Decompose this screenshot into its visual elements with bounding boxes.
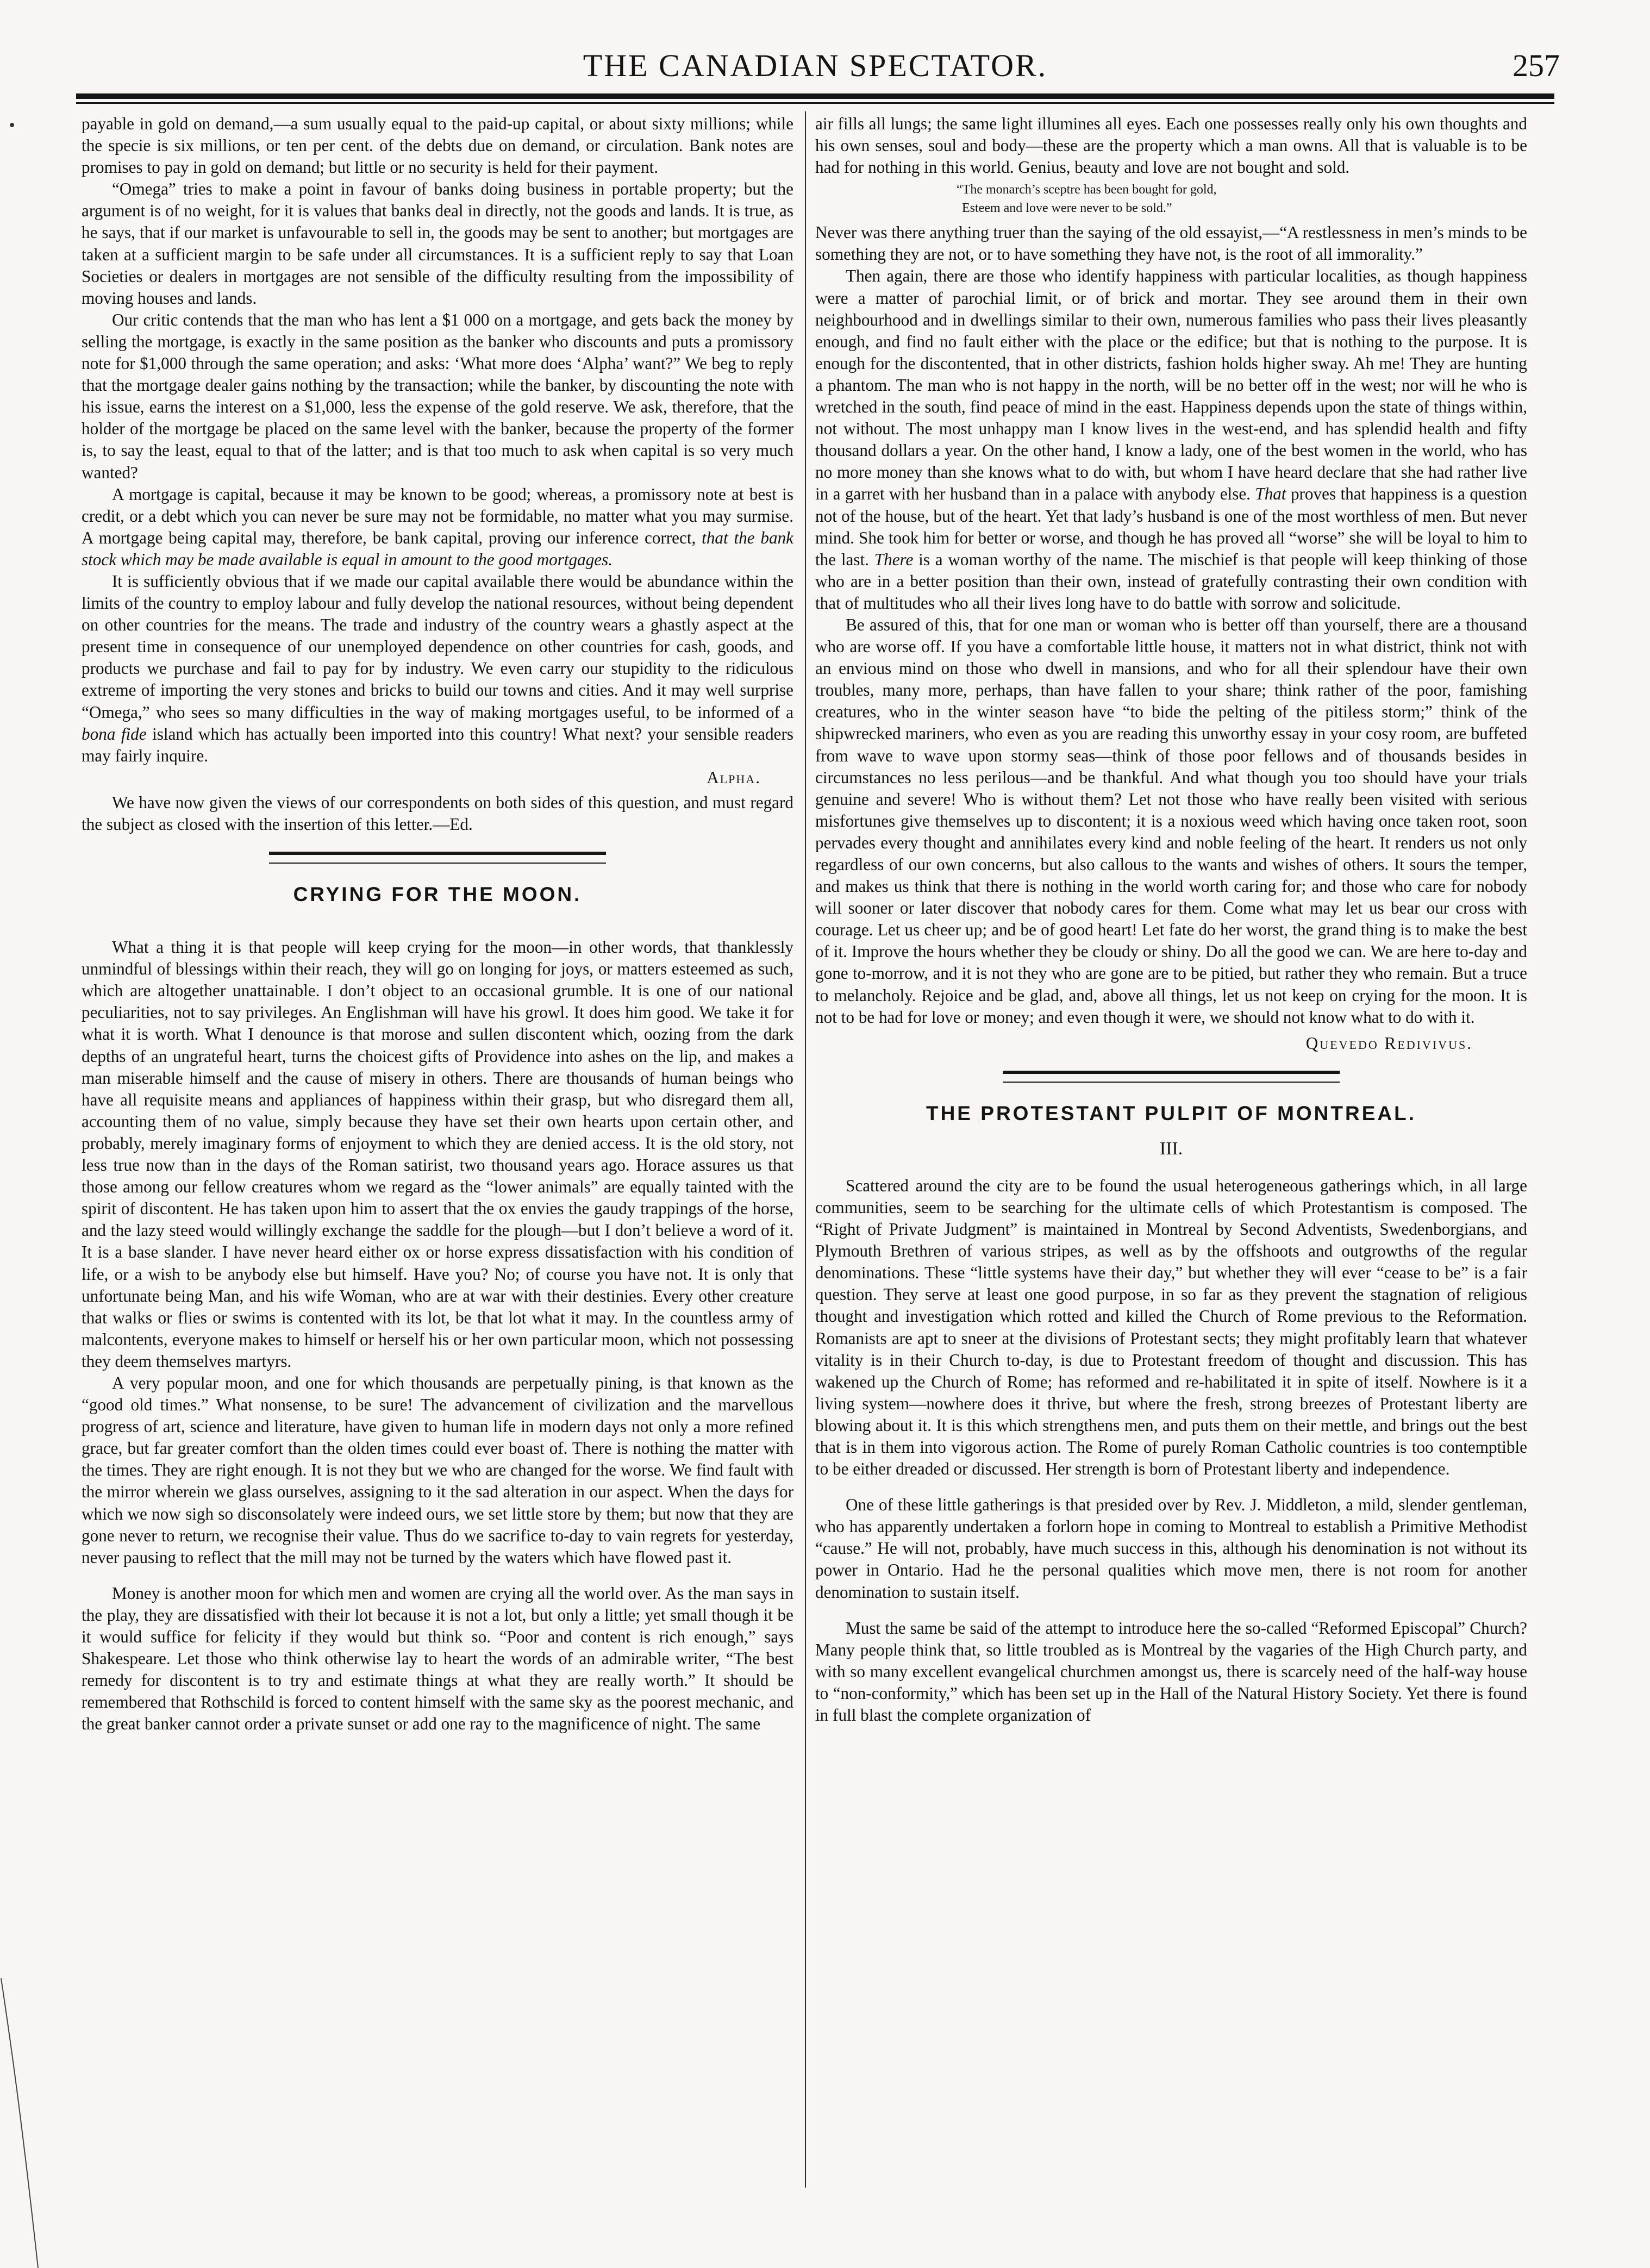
italic-text: bona fide: [82, 724, 147, 743]
publication-title: THE CANADIAN SPECTATOR.: [583, 48, 1048, 83]
italic-text: There: [874, 549, 914, 569]
text-run: is a woman worthy of the name. The mischief is that people will keep thinking of those who are in a better position than their own, instead of gratefully contrasting their own condition with that of multitudes who all their lives long have to do battle with sorrow and solicitude.: [815, 549, 1527, 613]
article-paragraph: Scattered around the city are to be found the usual heterogeneous gatherings which, in all large communities, seem to be searching for the ultimate cells of which Protestantism is composed. The “Right of Private Judgment” is maintained in Montreal by Second Adventists, Swedenborgians, and Plymouth Brethren of various stripes, as well as by the offshoots and outgrowths of the regular denominations. These “little systems have their day,” but whether they will ever “cease to be” is a fair question. They serve at least one good purpose, in so far as they prevent the stagnation of religious thought and investigation which rotted and killed the Church of Rome previous to the Reformation. Romanists are apt to sneer at the divisions of Protestant sects; they might profitably learn that whatever vitality is in their Church to-day, is due to Protestant freedom of thought and discussion. This has wakened up the Church of Rome; has reformed and re-habilitated it in spite of itself. Nowhere is it a living system—nowhere does it thrive, but where the fresh, strong breezes of Protestant liberty are blowing about it. It is this which strengthens men, and puts them on their mettle, and brings out the best that is in them into vigorous action. The Rome of purely Roman Catholic countries is too contemptible to be either dreaded or discussed. Her strength is born of Protestant liberty and independence.: [815, 1176, 1527, 1479]
paragraph-gap: [815, 1480, 1527, 1494]
article-paragraph: air fills all lungs; the same light illumines all eyes. Each one possesses really only his own thoughts and his own senses, soul and body—these are the property which a man owns. All that is valuable is to be had for nothing in this world. Genius, beauty and love are not bought and sold.: [815, 114, 1527, 177]
section-heading: THE PROTESTANT PULPIT OF MONTREAL.: [926, 1102, 1416, 1124]
section-rule: [1003, 1071, 1340, 1083]
article-paragraph: “Omega” tries to make a point in favour of banks doing business in portable property; but the argument is of no weight, for it is values that banks deal in directly, not the goods and lands. It is true, as he says, that if our market is unfavourable to sell in, the goods may be sent to another; but mortgages are taken at a sufficient margin to be safe under all circumstances. It is a sufficient reply to say that Loan Societies or dealers in mortgages are not sensible of the difficulty resulting from the impossibility of moving houses and lands.: [82, 179, 793, 308]
italic-text: that the bank stock which may be made available is equal in amount to the good mortgages.: [82, 528, 793, 569]
right-column: [815, 113, 1527, 2216]
editor-note: We have now given the views of our correspondents on both sides of this question, and must regard the subject as closed with the insertion of this letter.—Ed.: [82, 792, 793, 834]
article-paragraph: Our critic contends that the man who has lent a $1 000 on a mortgage, and gets back the money by selling the mortgage, is exactly in the same position as the banker who discounts and puts a promissory note for $1,000 through the same operation; and asks: ‘What more does ‘Alpha’ want?” We beg to reply that the mortgage dealer gains nothing by the transaction; while the banker, by discounting the note with his issue, earns the interest on a $1,000, less the expense of the gold reserve. We ask, therefore, that the holder of the mortgage be placed on the same level with the banker, because the property of the former is, to say the least, equal to that of the latter; and is that too much to ask when capital is so very much wanted?: [82, 310, 793, 482]
signature-quevedo: Quevedo Redivivus.: [1305, 1033, 1473, 1053]
section-rule: [269, 852, 606, 864]
verse-line: Esteem and love were never to be sold.”: [962, 201, 1172, 216]
article-paragraph: Money is another moon for which men and women are crying all the world over. As the man says in the play, they are dissatisfied with their lot because it is not a lot, but only a little; yet small though it be it would suffice for felicity if they would but think so. “Poor and content is rich enough,” says Shakespeare. Let those who think otherwise lay to heart the words of an admirable writer, “The best remedy for discontent is to try and estimate things at what they are really worth.” It should be remembered that Rothschild is forced to content himself with the same sky as the poorest mechanic, and the great banker cannot order a private sunset or add one ray to the magnificence of night. The same: [82, 1583, 793, 1734]
verse-line: “The monarch’s sceptre has been bought for gold,: [957, 183, 1217, 197]
text-run: A mortgage is capital, because it may be known to be good; whereas, a promissory note at best is credit, or a debt which you can never be sure may not be formidable, no matter what you may surmise. A mortgage being capital may, therefore, be bank capital, proving our inference correct,: [82, 484, 793, 547]
article-paragraph: [82, 571, 793, 767]
left-column: [82, 113, 793, 2216]
text-run: It is sufficiently obvious that if we made our capital available there would be abundance within the limits of the country to employ labour and fully develop the national resources, without being dependent on other countries for the means. The trade and industry of the country wears a ghastly aspect at the present time in consequence of our unemployed dependence on other countries for cash, goods, and products we purchase and fail to pay for by industry. We even carry our stupidity to the ridiculous extreme of importing the very stones and bricks to build our towns and cities. And it may well surprise “Omega,” who sees so many difficulties in the way of making mortgages useful, to be informed of a: [82, 571, 793, 722]
article-paragraph: [815, 265, 1527, 614]
masthead: [76, 47, 1560, 85]
article-paragraph: A very popular moon, and one for which thousands are perpetually pining, is that known as the “good old times.” What nonsense, to be sure! The advancement of civilization and the marvellous progress of art, science and literature, have given to human life in modern days not only a more refined grace, but far greater comfort than the olden times could ever boast of. There is nothing the matter with the times. They are right enough. It is not they but we who are changed for the worse. We find fault with the mirror wherein we glass ourselves, assigning to it the sad alteration in our aspect. When the days for which we now sigh so disconsolately were indeed ours, we set little store by them; but now that they are gone never to return, we recognise their value. Thus do we sacrifice to-day to vain regrets for yesterday, never pausing to reflect that the mill may not be turned by the waters which have flowed past it.: [82, 1373, 793, 1567]
column-divider: [805, 111, 806, 2188]
section-heading: CRYING FOR THE MOON.: [293, 883, 582, 906]
article-paragraph: [82, 484, 793, 571]
signature-alpha: Alpha.: [707, 767, 761, 787]
text-run: proves that happiness is a question not of the house, but of the heart. Yet that lady’s husband is one of the most worthless of men. But never mind. She took him for better or worse, and though he has proved all “worse” she will be loyal to him to the last.: [815, 484, 1527, 569]
paragraph-gap: [815, 1603, 1527, 1617]
scan-edge-mark: [0, 1978, 49, 2268]
article-paragraph: Must the same be said of the attempt to introduce here the so-called “Reformed Episcopal” Church? Many people think that, so little troubled as is Montreal by the vagaries of the High Church party, and with so many excellent evangelical churchmen amongst us, there is scarcely need of the half-way house to “non-conformity,” which has been set up in the Hall of the Natural History Society. Yet there is found in full blast the complete organization of: [815, 1618, 1527, 1725]
verse-quote: [957, 180, 1527, 217]
italic-text: That: [1255, 484, 1286, 504]
section-part-number: III.: [1159, 1138, 1183, 1159]
text-run: island which has actually been imported into this country! What next? your sensible readers may fairly inquire.: [82, 724, 793, 765]
article-paragraph: Be assured of this, that for one man or woman who is better off than yourself, there are a thousand who are worse off. If you have a comfortable little house, it matters not in what district, think not with an envious mind on those who dwell in mansions, and who for all their splendour have their own troubles, many more, perhaps, than have fallen to your share; think rather of the poor, famishing creatures, who in the winter season have “to bide the pelting of the pitiless storm;” think of the shipwrecked mariners, who even as you are reading this unworthy essay in your cosy room, are buffeted from wave to wave upon stormy seas—think of those poor fellows and of thousands besides in circumstances no less perilous—and be thankful. And what though you too should have your trials genuine and severe! Who is without them? Let not those who have really been visited with serious misfortunes give themselves up to discontent; it is a noxious weed which having once taken root, soon pervades every thought and annihilates every kind and noble feeling of the heart. It renders us not only regardless of our own concerns, but also callous to the wants and wishes of others. It sours the temper, and makes us think that there is nothing in the world worth caring for; and those who care for nobody will sooner or later discover that nobody cares for them. Come what may let us bear our cross with courage. Let us cheer up; and be of good heart! Let fate do her worst, the grand thing is to make the best of it. Improve the hours whether they be cloudy or shiny. Do all the good we can. We are here to-day and gone to-morrow, and it is not they who are gone are to be pitied, but rather they who remain. But a truce to melancholy. Rejoice and be glad, and, above all things, let us not keep on crying for the moon. It is not to be had for love or money; and even though it were, we should not know what to do with it.: [815, 615, 1527, 1027]
text-run: Then again, there are those who identify happiness with particular localities, as though happiness were a matter of parochial limit, or of brick and mortar. They see around them in their own neighbourhood and in dwellings similar to their own, numerous families who pass their lives pleasantly enough, and find no fault either with the place or the edifice; but that is nothing to the purpose. It is enough for the discontented, that in other districts, fashion holds higher sway. Ah me! They are hunting a phantom. The man who is not happy in the north, will be no better off in the west; nor will he who is wretched in the south, find peace of mind in the east. Happiness depends upon the state of things within, not without. The most unhappy man I know lives in the west-end, and has splendid health and fifty thousand dollars a year. On the other hand, I know a lady, one of the best women in the world, who has no more money than she knows what to do with, but whom I have heard declare that she had rather live in a garret with her husband than in a palace with anybody else.: [815, 266, 1527, 504]
margin-ink-mark: [10, 123, 14, 127]
article-paragraph: Never was there anything truer than the saying of the old essayist,—“A restlessness in men’s minds to be something they are not, or to have something they have not, is the root of all immorality.”: [815, 223, 1527, 264]
article-paragraph: One of these little gatherings is that presided over by Rev. J. Middleton, a mild, slender gentleman, who has apparently undertaken a forlorn hope in coming to Montreal to establish a Primitive Methodist “cause.” He will not, probably, have much success in this, although his denomination is not without its power in Ontario. Had he the personal qualities which move men, there is not room for another denomination to sustain itself.: [815, 1495, 1527, 1602]
article-paragraph: payable in gold on demand,—a sum usually equal to the paid-up capital, or about sixty millions; while the specie is six millions, or ten per cent. of the debts due on demand, or circulation. Bank notes are promises to pay in gold on demand; but little or no security is held for their payment.: [82, 114, 793, 177]
article-paragraph: What a thing it is that people will keep crying for the moon—in other words, that thanklessly unmindful of blessings within their reach, they will go on longing for joys, or matters esteemed as such, which are altogether unattainable. I don’t object to an occasional grumble. It is one of our national peculiarities, not to say privileges. An Englishman will have his growl. It does him good. We take it for what it is worth. What I denounce is that morose and sullen discontent which, oozing from the dark depths of an ungrateful heart, turns the choicest gifts of Providence into ashes on the lip, and makes a man miserable himself and the cause of misery in others. There are thousands of human beings who have all requisite means and appliances of happiness within their grasp, but who disregard them all, accounting them of no value, simply because they have set their own hearts upon certain other, and probably, merely imaginary forms of enjoyment to which they are denied access. It is the old story, not less true now than in the days of the Roman satirist, two thousand years ago. Horace assures us that those among our fellow creatures whom we regard as the “lower animals” are equally tainted with the spirit of discontent. He has taken upon him to assert that the ox envies the gaudy trappings of the horse, and the lazy steed would willingly exchange the saddle for the plough—but I don’t believe a word of it. It is a base slander. I have never heard either ox or horse express dissatisfaction with his condition of life, or a wish to be anybody else but himself. Have you? No; of course you have not. It is only that unfortunate being Man, and his wife Woman, who are at war with their destinies. Every other creature that walks or flies or swims is contented with its lot, be that lot what it may. In the countless army of malcontents, everyone makes to himself or herself his or her own particular moon, which not possessing they deem themselves martyrs.: [82, 938, 793, 1371]
masthead-rule-thin: [76, 102, 1554, 104]
page-number: 257: [1512, 48, 1560, 83]
masthead-rule-thick: [76, 93, 1554, 99]
paragraph-gap: [82, 1569, 793, 1583]
